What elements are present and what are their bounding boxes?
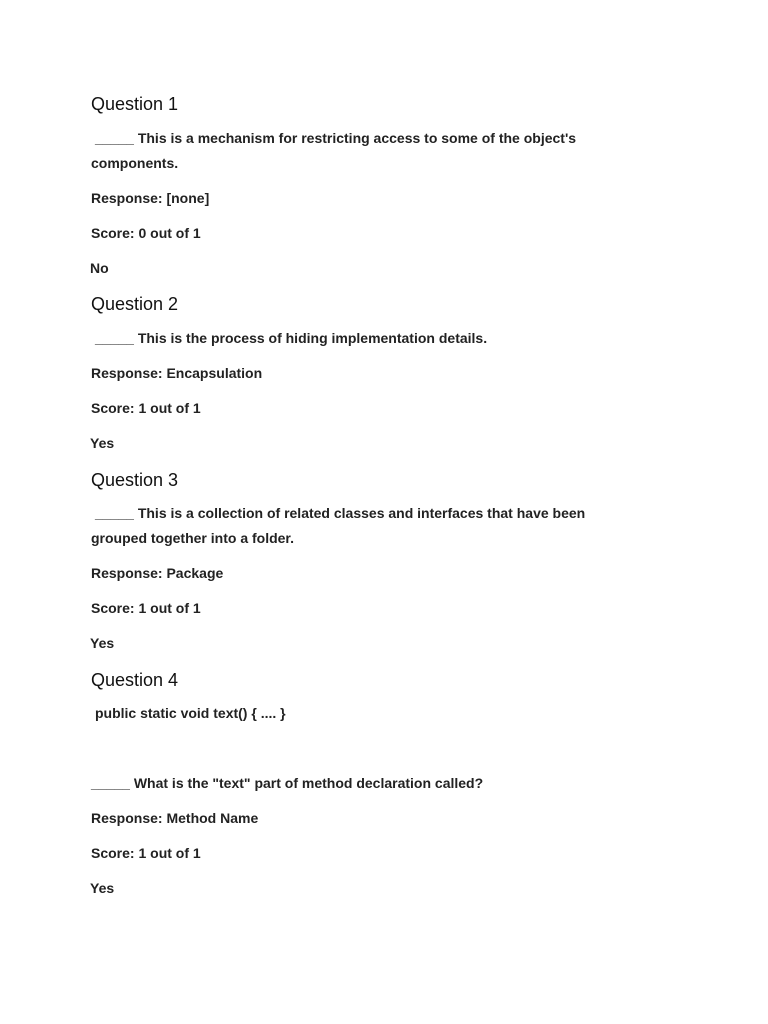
- question-3-title: Question 3: [91, 470, 179, 490]
- question-1-result: No: [90, 260, 109, 276]
- question-1-score: Score: 0 out of 1: [91, 225, 201, 241]
- question-4-score: Score: 1 out of 1: [91, 845, 201, 861]
- question-3-score: Score: 1 out of 1: [91, 600, 201, 616]
- question-1-response: Response: [none]: [91, 190, 210, 206]
- question-1-prompt-line-1: _____ This is a mechanism for restricting access to some of the object's: [95, 130, 577, 146]
- question-2-title: Question 2: [91, 294, 179, 314]
- question-4-response: Response: Method Name: [91, 810, 259, 826]
- question-4-title: Question 4: [91, 670, 179, 690]
- question-2-score: Score: 1 out of 1: [91, 400, 201, 416]
- question-3-prompt-line-2: grouped together into a folder.: [91, 530, 294, 546]
- question-3-response: Response: Package: [91, 565, 224, 581]
- question-1-prompt-line-2: components.: [91, 155, 179, 171]
- question-4-prompt-line-1: _____ What is the "text" part of method declaration called?: [91, 775, 484, 791]
- question-2-result: Yes: [90, 435, 115, 451]
- question-4-code-snippet: public static void text() { .... }: [95, 705, 286, 721]
- question-1-title: Question 1: [91, 94, 179, 114]
- question-4-result: Yes: [90, 880, 115, 896]
- question-3-result: Yes: [90, 635, 115, 651]
- question-3-prompt-line-1: _____ This is a collection of related classes and interfaces that have been: [95, 505, 586, 521]
- question-2-prompt-line-1: _____ This is the process of hiding implementation details.: [95, 330, 488, 346]
- question-2-response: Response: Encapsulation: [91, 365, 263, 381]
